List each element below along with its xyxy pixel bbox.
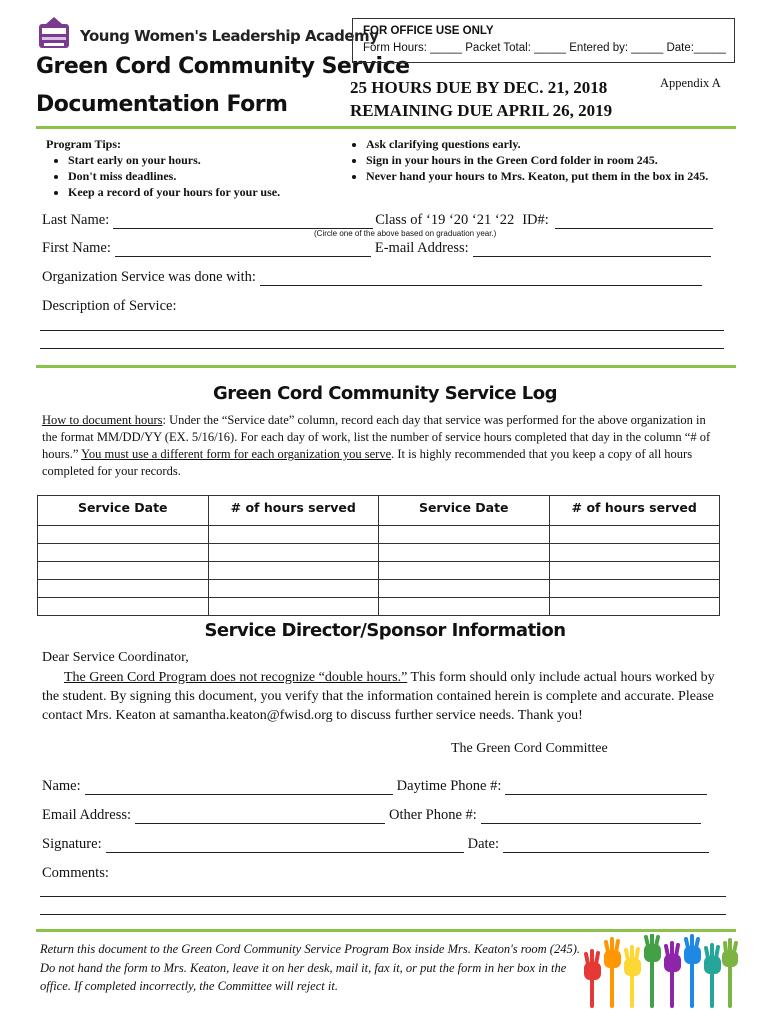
daytime-phone-field[interactable] xyxy=(505,780,707,795)
sponsor-underlined: The Green Cord Program does not recognize “double hours.” xyxy=(64,670,408,685)
tip-item: • Keep a record of your hours for your use. xyxy=(68,184,336,200)
tip-item: • Ask clarifying questions early. xyxy=(366,136,718,152)
description-row xyxy=(42,298,177,315)
name-label: Name: xyxy=(42,778,81,794)
how-text-2: . It is highly recommended that you keep a copy of all hours completed for your records. xyxy=(42,447,693,478)
description-label: Description of Service: xyxy=(42,298,177,314)
appendix-label: Appendix A xyxy=(660,76,721,90)
table-cell[interactable] xyxy=(549,562,720,580)
form-title-line1: Green Cord Community Service xyxy=(36,54,410,79)
table-row xyxy=(38,580,720,598)
circle-note: (Circle one of the above based on graduation year.) xyxy=(314,229,497,238)
table-cell[interactable] xyxy=(379,598,550,616)
sponsor-body xyxy=(42,668,724,725)
date-label: Date: xyxy=(467,836,500,852)
table-cell[interactable] xyxy=(38,526,209,544)
table-cell[interactable] xyxy=(38,598,209,616)
tips-right xyxy=(348,136,718,184)
first-name-row xyxy=(42,240,711,257)
first-name-label: First Name: xyxy=(42,240,111,256)
signature-row xyxy=(42,836,709,853)
sponsor-signoff: The Green Cord Committee xyxy=(451,741,608,756)
sponsor-body-text: This form should only include actual hours worked by the student. By signing this document, you verify that the information contained herein is complete and accurate. Please contact Mrs. Keaton at samantha.keaton@fwisd.org to discuss further service needs. Thank you! xyxy=(42,670,715,723)
table-cell[interactable] xyxy=(38,544,209,562)
section-rule xyxy=(36,365,736,368)
service-log-table xyxy=(37,495,720,616)
tip-item: • Sign in your hours in the Green Cord folder in room 245. xyxy=(366,152,718,168)
last-name-row xyxy=(42,212,713,229)
office-use-box xyxy=(352,18,735,63)
first-name-field[interactable] xyxy=(115,242,371,257)
table-cell[interactable] xyxy=(208,562,379,580)
table-cell[interactable] xyxy=(208,580,379,598)
header-rule xyxy=(36,126,736,129)
how-text-1: : Under the “Service date” column, record each day that service was performed for the above organization in the format MM/DD/YY (EX. 5/16/16). For each day of work, list the number of service hours completed that day in the column “# of hours.” xyxy=(42,413,711,461)
id-label: ID#: xyxy=(522,212,549,228)
description-line-2[interactable] xyxy=(40,348,724,349)
table-cell[interactable] xyxy=(38,580,209,598)
tip-item: • Start early on your hours. xyxy=(68,152,336,168)
table-cell[interactable] xyxy=(208,526,379,544)
table-cell[interactable] xyxy=(208,598,379,616)
tip-item: • Don't miss deadlines. xyxy=(68,168,336,184)
signature-field[interactable] xyxy=(106,838,464,853)
col-hours-served: # of hours served xyxy=(549,496,720,526)
other-phone-field[interactable] xyxy=(481,809,701,824)
form-title-line2: Documentation Form xyxy=(36,92,288,117)
col-service-date: Service Date xyxy=(379,496,550,526)
table-cell[interactable] xyxy=(379,526,550,544)
table-row xyxy=(38,598,720,616)
table-header-row xyxy=(38,496,720,526)
due-date-1: 25 HOURS DUE BY DEC. 21, 2018 xyxy=(350,78,608,97)
table-row xyxy=(38,544,720,562)
footer-text: Return this document to the Green Cord Community Service Program Box inside Mrs. Keaton's room (245). Do not hand the form to Mrs. Keaton, leave it on her desk, mail it, fax it, or put the form in her box in the office. If completed incorrectly, the Committee will reject it. xyxy=(40,942,580,993)
organization-label: Organization Service was done with: xyxy=(42,269,256,285)
footer-rule xyxy=(36,929,736,932)
organization-field[interactable] xyxy=(260,271,702,286)
how-label: How to document hours xyxy=(42,413,163,427)
id-field[interactable] xyxy=(555,214,713,229)
table-row xyxy=(38,562,720,580)
last-name-field[interactable] xyxy=(113,214,373,229)
table-cell[interactable] xyxy=(549,580,720,598)
raised-hands-icon xyxy=(580,934,740,1008)
table-cell[interactable] xyxy=(379,580,550,598)
how-underline: You must use a different form for each organization you serve xyxy=(81,447,392,461)
sponsor-greeting: Dear Service Coordinator, xyxy=(42,650,189,665)
comments-row xyxy=(42,865,109,882)
description-line-1[interactable] xyxy=(40,330,724,331)
comments-line-2[interactable] xyxy=(40,914,726,915)
name-field[interactable] xyxy=(85,780,393,795)
signature-label: Signature: xyxy=(42,836,102,852)
table-cell[interactable] xyxy=(379,562,550,580)
office-use-fields: Form Hours: _____ Packet Total: _____ Entered by: _____ Date:_____ xyxy=(363,42,726,54)
email-label: E-mail Address: xyxy=(374,240,469,256)
due-date-2: REMAINING DUE APRIL 26, 2019 xyxy=(350,101,613,120)
last-name-label: Last Name: xyxy=(42,212,110,228)
tips-label: Program Tips: xyxy=(46,137,122,151)
sponsor-email-row xyxy=(42,807,701,824)
office-use-title: FOR OFFICE USE ONLY xyxy=(363,25,494,37)
comments-label: Comments: xyxy=(42,865,109,881)
organization-row xyxy=(42,269,702,286)
sponsor-email-label: Email Address: xyxy=(42,807,132,823)
comments-line-1[interactable] xyxy=(40,896,726,897)
name-row xyxy=(42,778,707,795)
sponsor-email-field[interactable] xyxy=(135,809,385,824)
class-of-label[interactable]: Class of ‘19 ‘20 ‘21 ‘22 xyxy=(375,212,515,228)
academy-name: Young Women's Leadership Academy xyxy=(80,27,379,45)
log-title: Green Cord Community Service Log xyxy=(212,383,558,404)
table-cell[interactable] xyxy=(549,544,720,562)
table-cell[interactable] xyxy=(549,598,720,616)
tips-left xyxy=(46,136,336,200)
date-field[interactable] xyxy=(503,838,709,853)
other-phone-label: Other Phone #: xyxy=(389,807,477,823)
col-hours-served: # of hours served xyxy=(208,496,379,526)
table-cell[interactable] xyxy=(549,526,720,544)
table-cell[interactable] xyxy=(208,544,379,562)
daytime-phone-label: Daytime Phone #: xyxy=(396,778,502,794)
email-field[interactable] xyxy=(473,242,711,257)
table-cell[interactable] xyxy=(379,544,550,562)
sponsor-title: Service Director/Sponsor Information xyxy=(204,620,566,641)
tip-item: • Never hand your hours to Mrs. Keaton, put them in the box in 245. xyxy=(366,168,718,184)
col-service-date: Service Date xyxy=(38,496,209,526)
table-cell[interactable] xyxy=(38,562,209,580)
school-logo xyxy=(36,16,72,52)
log-instructions xyxy=(42,412,722,480)
table-row xyxy=(38,526,720,544)
